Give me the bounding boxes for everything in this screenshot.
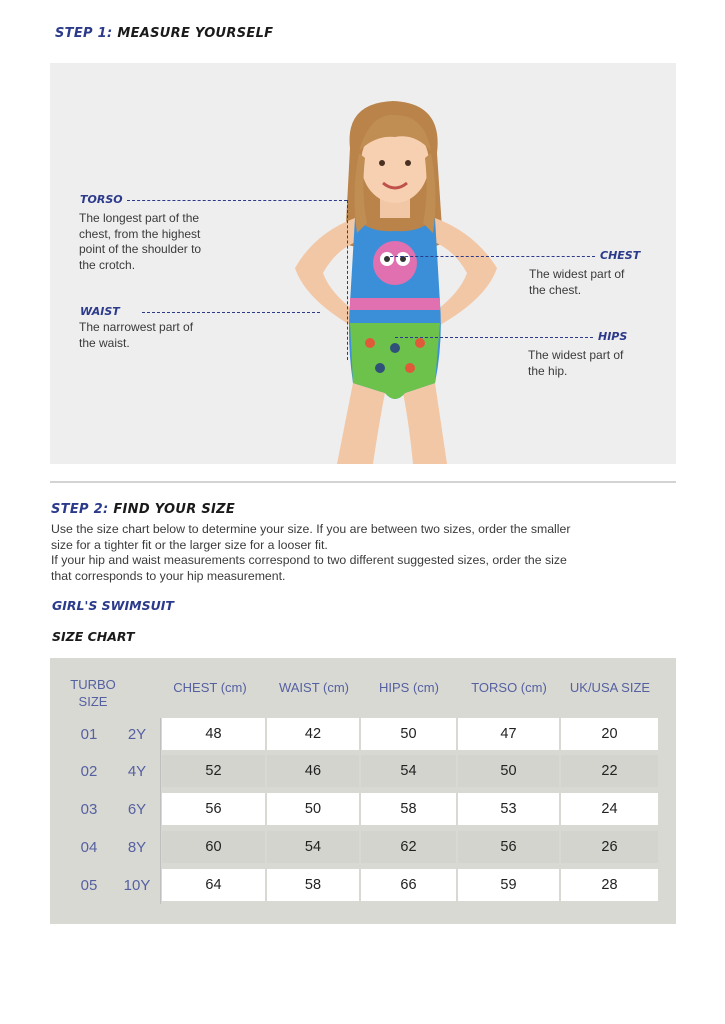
cell-chest: 48 <box>162 718 265 750</box>
product-title: GIRL'S SWIMSUIT <box>52 598 174 613</box>
cell-uk-usa: 22 <box>561 755 658 787</box>
cell-chest: 52 <box>162 755 265 787</box>
cell-uk-usa: 20 <box>561 718 658 750</box>
cell-uk-usa: 28 <box>561 869 658 901</box>
cell-torso: 56 <box>458 831 559 863</box>
row-age: 2Y <box>127 725 147 743</box>
waist-description: The narrowest part of the waist. <box>79 320 194 350</box>
row-age: 4Y <box>127 762 147 780</box>
torso-label: TORSO <box>80 193 123 206</box>
chest-label: CHEST <box>600 249 641 262</box>
torso-description: The longest part of the chest, from the highest point of the shoulder to the crotch. <box>79 211 202 272</box>
step1-text: MEASURE YOURSELF <box>117 26 274 41</box>
cell-torso: 59 <box>458 869 559 901</box>
cell-uk-usa: 26 <box>561 831 658 863</box>
step2-number: STEP 2: <box>51 502 109 517</box>
step2-intro: Use the size chart below to determine your size. If you are between two sizes, order the smaller size for a tighter fit or the larger size for a looser fit. If your hip and waist measurements correspond to two different suggested sizes, order the size that corresponds to your hip measurement. <box>51 522 571 583</box>
cell-waist: 54 <box>267 831 359 863</box>
hips-label: HIPS <box>598 330 628 343</box>
cell-waist: 50 <box>267 793 359 825</box>
header-waist: WAIST (cm) <box>278 680 350 695</box>
cell-hips: 66 <box>361 869 456 901</box>
header-turbo-size: TURBO SIZE <box>70 677 116 709</box>
row-code: 02 <box>80 762 98 780</box>
size-chart-title: SIZE CHART <box>52 629 135 644</box>
hips-dashed-line <box>395 337 593 338</box>
waist-label: WAIST <box>80 305 120 318</box>
cell-waist: 58 <box>267 869 359 901</box>
step2-text: FIND YOUR SIZE <box>113 502 236 517</box>
row-code: 03 <box>80 800 98 818</box>
cell-waist: 46 <box>267 755 359 787</box>
waist-dashed-line <box>142 312 320 313</box>
girl-swimsuit-illustration <box>275 93 515 464</box>
row-code: 01 <box>80 725 98 743</box>
hips-description: The widest part of the hip. <box>528 348 624 378</box>
row-age: 8Y <box>127 838 147 856</box>
section-divider <box>50 481 676 483</box>
cell-chest: 60 <box>162 831 265 863</box>
step2-title <box>51 502 235 517</box>
torso-vertical-line <box>347 200 348 360</box>
cell-hips: 58 <box>361 793 456 825</box>
cell-chest: 56 <box>162 793 265 825</box>
cell-hips: 62 <box>361 831 456 863</box>
header-uk-usa-size: UK/USA SIZE <box>569 680 651 695</box>
step1-title <box>55 26 273 41</box>
cell-torso: 47 <box>458 718 559 750</box>
header-hips: HIPS (cm) <box>379 680 439 695</box>
cell-torso: 53 <box>458 793 559 825</box>
step1-number: STEP 1: <box>55 26 113 41</box>
row-age: 10Y <box>123 876 151 894</box>
torso-dashed-line <box>127 200 347 201</box>
row-code: 05 <box>80 876 98 894</box>
chest-dashed-line <box>390 256 595 257</box>
chest-description: The widest part of the chest. <box>529 267 625 297</box>
cell-hips: 50 <box>361 718 456 750</box>
cell-waist: 42 <box>267 718 359 750</box>
row-code: 04 <box>80 838 98 856</box>
measure-panel <box>50 63 676 464</box>
cell-hips: 54 <box>361 755 456 787</box>
size-chart-table <box>50 658 676 924</box>
header-torso: TORSO (cm) <box>471 680 547 695</box>
cell-uk-usa: 24 <box>561 793 658 825</box>
cell-torso: 50 <box>458 755 559 787</box>
cell-chest: 64 <box>162 869 265 901</box>
header-chest: CHEST (cm) <box>173 680 247 695</box>
row-age: 6Y <box>127 800 147 818</box>
